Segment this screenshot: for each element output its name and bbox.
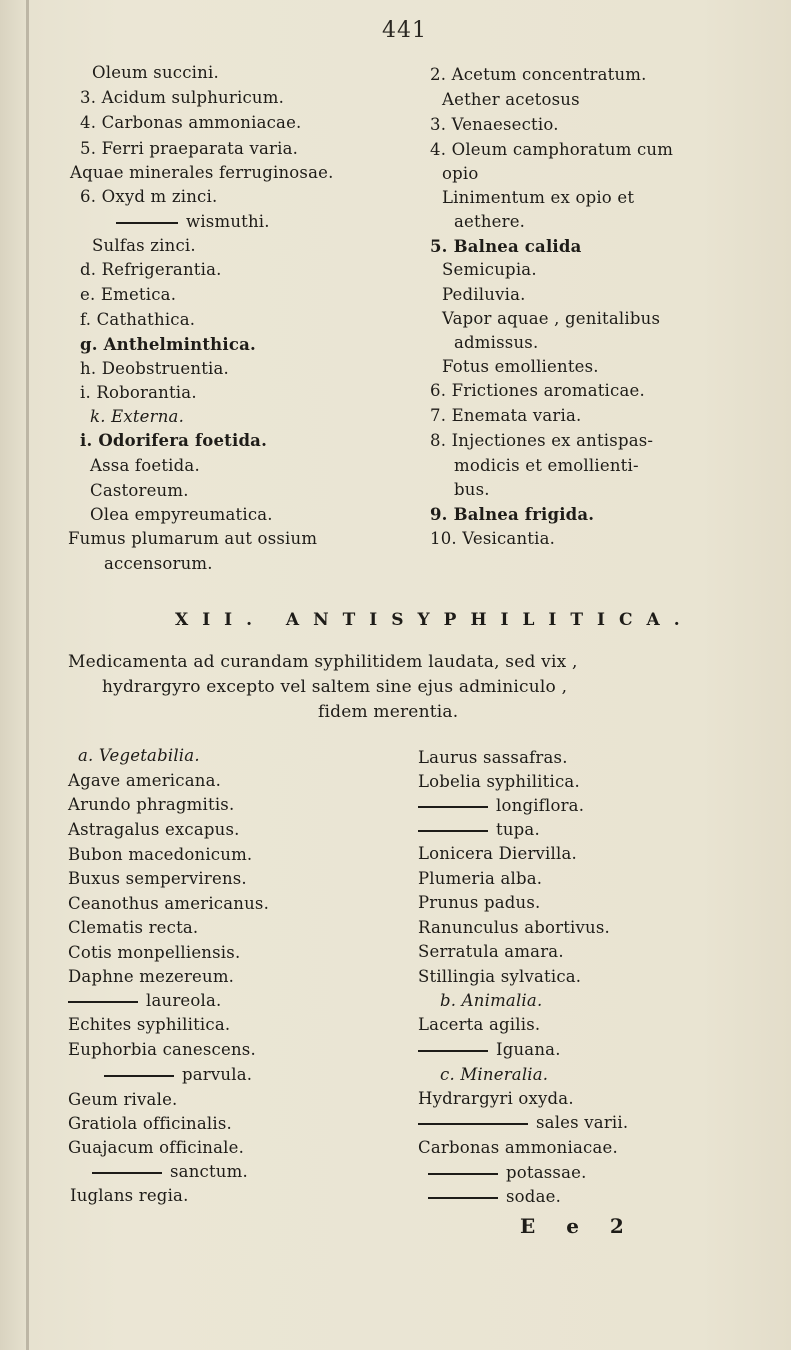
list-item bbox=[418, 1039, 561, 1061]
list-item: Ranunculus abortivus. bbox=[418, 918, 610, 937]
list-item bbox=[428, 1162, 587, 1184]
list-item: Assa foetida. bbox=[90, 456, 200, 475]
list-item: Echites syphilitica. bbox=[68, 1015, 231, 1034]
list-item: Daphne mezereum. bbox=[68, 967, 235, 986]
list-item: 9. Balnea frigida. bbox=[430, 505, 595, 524]
printer-signature-mark: E e 2 bbox=[520, 1214, 636, 1238]
ditto-dash bbox=[116, 222, 178, 224]
list-item: 2. Acetum concentratum. bbox=[430, 65, 647, 84]
list-item: f. Cathathica. bbox=[80, 310, 196, 329]
list-item-text: wismuthi. bbox=[186, 212, 270, 231]
ditto-dash bbox=[104, 1075, 174, 1077]
list-item-text: sales varii. bbox=[536, 1113, 629, 1132]
list-item: Hydrargyri oxyda. bbox=[418, 1089, 574, 1108]
list-item: i. Roborantia. bbox=[80, 383, 197, 402]
ditto-dash bbox=[428, 1173, 498, 1175]
list-item: Astragalus excapus. bbox=[68, 820, 240, 839]
intro-line: hydrargyro excepto vel saltem sine ejus adminiculo , bbox=[102, 677, 568, 697]
list-item bbox=[418, 819, 540, 841]
list-item: Olea empyreumatica. bbox=[90, 505, 273, 524]
list-item: 8. Injectiones ex antispas- bbox=[430, 431, 654, 450]
list-item: Vapor aquae , genitalibus bbox=[442, 309, 661, 328]
list-item: 4. Carbonas ammoniacae. bbox=[80, 113, 302, 132]
list-item-text: tupa. bbox=[496, 820, 540, 839]
list-item bbox=[428, 1186, 561, 1208]
ditto-dash bbox=[428, 1197, 498, 1199]
list-item: modicis et emollienti- bbox=[454, 456, 639, 475]
list-item: admissus. bbox=[454, 333, 539, 352]
list-item: b. Animalia. bbox=[440, 991, 543, 1010]
intro-line: fidem merentia. bbox=[318, 702, 459, 722]
ditto-dash bbox=[68, 1001, 138, 1003]
list-item: Aquae minerales ferruginosae. bbox=[70, 163, 334, 182]
list-item: h. Deobstruentia. bbox=[80, 359, 229, 378]
list-item: Lobelia syphilitica. bbox=[418, 772, 580, 791]
list-item: Fumus plumarum aut ossium bbox=[68, 529, 318, 548]
list-item: Stillingia sylvatica. bbox=[418, 967, 582, 986]
ditto-dash bbox=[418, 806, 488, 808]
list-item: Aether acetosus bbox=[442, 90, 580, 109]
list-item: Gratiola officinalis. bbox=[68, 1114, 232, 1133]
list-item: 5. Balnea calida bbox=[430, 237, 582, 256]
list-item-text: laureola. bbox=[146, 991, 222, 1010]
ditto-dash bbox=[418, 830, 488, 832]
list-item: 7. Enemata varia. bbox=[430, 406, 582, 425]
intro-line: Medicamenta ad curandam syphilitidem laudata, sed vix , bbox=[68, 652, 578, 672]
list-item: Lonicera Diervilla. bbox=[418, 844, 577, 863]
list-item: Arundo phragmitis. bbox=[68, 795, 235, 814]
list-item: Carbonas ammoniacae. bbox=[418, 1138, 618, 1157]
list-item-text: sodae. bbox=[506, 1187, 562, 1206]
ditto-dash bbox=[92, 1172, 162, 1174]
list-item: 3. Venaesectio. bbox=[430, 115, 559, 134]
list-item bbox=[104, 1064, 252, 1086]
list-item: c. Mineralia. bbox=[440, 1065, 549, 1084]
list-item: Serratula amara. bbox=[418, 942, 564, 961]
list-item: Linimentum ex opio et bbox=[442, 188, 635, 207]
list-item: Fotus emollientes. bbox=[442, 357, 599, 376]
list-item: d. Refrigerantia. bbox=[80, 260, 222, 279]
list-item bbox=[116, 211, 270, 233]
list-item: Lacerta agilis. bbox=[418, 1015, 541, 1034]
list-item-text: parvula. bbox=[182, 1065, 253, 1084]
list-item-text: sanctum. bbox=[170, 1162, 248, 1181]
list-item: 6. Oxyd m zinci. bbox=[80, 187, 218, 206]
list-item bbox=[418, 795, 584, 817]
list-item: Laurus sassafras. bbox=[418, 748, 568, 767]
list-item: Cotis monpelliensis. bbox=[68, 943, 241, 962]
section-title: XII. ANTISYPHILITICA. bbox=[175, 610, 694, 630]
page-number: 441 bbox=[382, 18, 427, 43]
list-item: Iuglans regia. bbox=[70, 1186, 189, 1205]
list-item: Geum rivale. bbox=[68, 1090, 178, 1109]
list-item-text: longiflora. bbox=[496, 796, 585, 815]
list-item: Bubon macedonicum. bbox=[68, 845, 253, 864]
list-item: a. Vegetabilia. bbox=[78, 746, 200, 765]
list-item: Guajacum officinale. bbox=[68, 1138, 245, 1157]
list-item: bus. bbox=[454, 480, 490, 499]
page-spine-shadow bbox=[26, 0, 29, 1350]
list-item: accensorum. bbox=[104, 554, 213, 573]
list-item: aethere. bbox=[454, 212, 526, 231]
list-item: e. Emetica. bbox=[80, 285, 177, 304]
list-item: Semicupia. bbox=[442, 260, 537, 279]
list-item: 4. Oleum camphoratum cum bbox=[430, 140, 674, 159]
list-item: Ceanothus americanus. bbox=[68, 894, 270, 913]
list-item: Pediluvia. bbox=[442, 285, 526, 304]
list-item: Prunus padus. bbox=[418, 893, 541, 912]
list-item-text: potassae. bbox=[506, 1163, 587, 1182]
list-item: 6. Frictiones aromaticae. bbox=[430, 381, 645, 400]
list-item: Clematis recta. bbox=[68, 918, 199, 937]
list-item: Buxus sempervirens. bbox=[68, 869, 247, 888]
list-item: 10. Vesicantia. bbox=[430, 529, 556, 548]
list-item: Plumeria alba. bbox=[418, 869, 543, 888]
list-item: Agave americana. bbox=[68, 771, 222, 790]
list-item: Euphorbia canescens. bbox=[68, 1040, 256, 1059]
list-item-text: Iguana. bbox=[496, 1040, 561, 1059]
list-item bbox=[92, 1161, 248, 1183]
list-item: 3. Acidum sulphuricum. bbox=[80, 88, 285, 107]
list-item bbox=[418, 1112, 628, 1134]
list-item: 5. Ferri praeparata varia. bbox=[80, 139, 299, 158]
list-item: Castoreum. bbox=[90, 481, 189, 500]
list-item: i. Odorifera foetida. bbox=[80, 431, 268, 450]
list-item: opio bbox=[442, 164, 479, 183]
list-item: g. Anthelminthica. bbox=[80, 335, 256, 354]
list-item: Oleum succini. bbox=[92, 63, 219, 82]
list-item bbox=[68, 990, 222, 1012]
list-item: k. Externa. bbox=[90, 407, 185, 426]
list-item: Sulfas zinci. bbox=[92, 236, 196, 255]
ditto-dash bbox=[418, 1050, 488, 1052]
ditto-dash bbox=[418, 1123, 528, 1125]
